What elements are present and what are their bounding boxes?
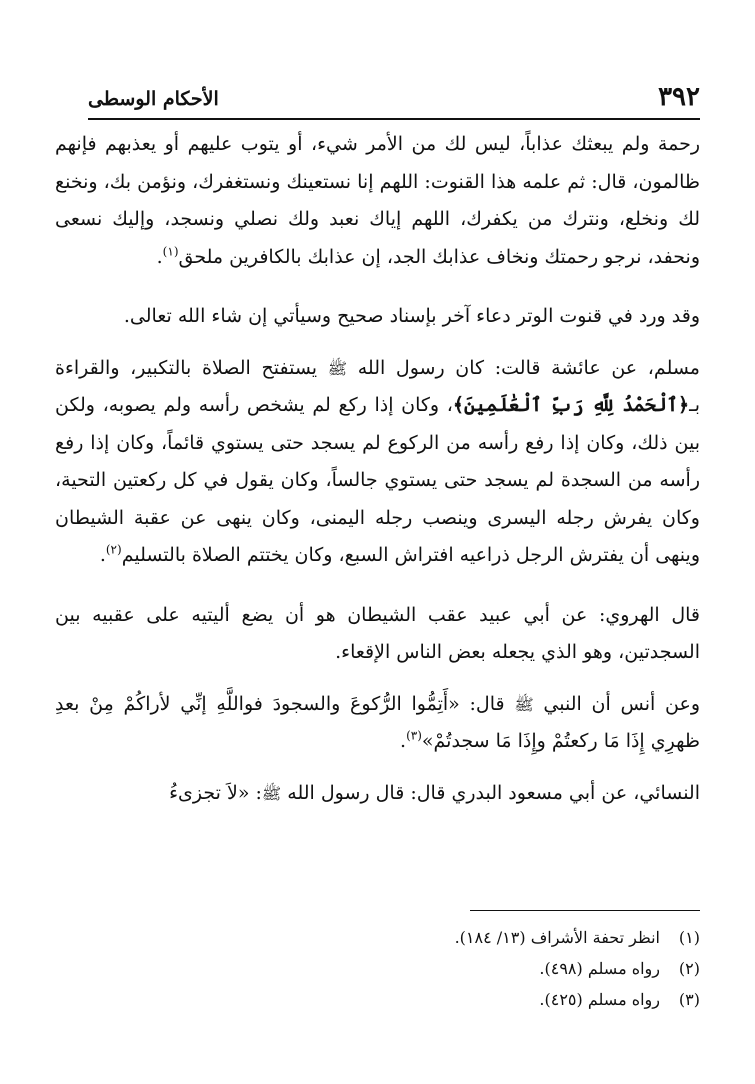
- paragraph-text: .: [400, 730, 407, 752]
- page-body: [55, 126, 700, 826]
- paragraph: [55, 126, 700, 276]
- paragraph-text: ، وكان إذا ركع لم يشخص رأسه ولم يصوبه، ولكن بين ذلك، وكان إذا رفع رأسه من الركوع لم يسجد حتى يستوي قائماً، وكان إذا رفع رأسه من السجدة لم يسجد حتى يستوي جالساً، وكان يقول في كل ركعتين التحية، وكان يفرش رجله اليسرى وينصب رجله اليمنى، وكان ينهى عن عقبة الشيطان وينهى أن يفترش الرجل ذراعيه افتراش السبع، وكان يختتم الصلاة بالتسليم: [55, 394, 700, 566]
- footnote-text: رواه مسلم (٤٩٨).: [539, 959, 660, 978]
- paragraph: [55, 350, 700, 575]
- footnote-reference: (١): [162, 244, 179, 259]
- footnote: [55, 984, 700, 1015]
- paragraph: [55, 775, 700, 813]
- footnote-text: رواه مسلم (٤٢٥).: [539, 990, 660, 1009]
- running-title: الأحكام الوسطى: [88, 88, 219, 110]
- footnote: [55, 953, 700, 984]
- paragraph: [55, 686, 700, 761]
- paragraph-text: .: [99, 544, 106, 566]
- paragraph-text: وقد ورد في قنوت الوتر دعاء آخر بإسناد صحيح وسيأتي إن شاء الله تعالى.: [123, 305, 700, 327]
- footnote-rule: [470, 910, 700, 911]
- footnotes: [55, 922, 700, 1015]
- footnote-number: (٢): [678, 959, 700, 978]
- salawat-glyph: ﷺ: [327, 358, 348, 378]
- paragraph-text: وعن أنس أن النبي: [533, 692, 700, 715]
- page-header: [88, 82, 700, 116]
- paragraph: [55, 298, 700, 336]
- header-rule: [88, 118, 700, 120]
- salawat-glyph: ﷺ: [261, 783, 282, 803]
- paragraph-text: يستفتح الصلاة بالتكبير، والقراءة بـ: [55, 356, 701, 416]
- paragraph-text: رحمة ولم يبعثك عذاباً، ليس لك من الأمر شيء، أو يتوب عليهم أو يعذبهم فإنهم ظالمون، قال: ثم علمه هذا القنوت: اللهم إنا نستعينك ونستغفرك، ونؤمن بك، ونخنع لك ونخلع، ونترك من يكفرك، اللهم إياك نعبد ولك نصلي ونسجد، وإليك نسعى ونحفد، نرجو رحمتك ونخاف عذابك الجد، إن عذابك بالكافرين ملحق: [55, 133, 700, 268]
- footnote-number: (١): [678, 928, 700, 947]
- quran-quote: ﴿ٱلْحَمْدُ لِلَّهِ رَبِّ ٱلْعَٰلَمِينَ﴾: [452, 394, 690, 416]
- footnote-reference: (٢): [105, 542, 122, 557]
- paragraph-text: قال: «أَتِمُّوا الرُّكوعَ والسجودَ فواللَّهِ إنِّي لأراكُمْ مِنْ بعدِ ظهرِي إِذَا مَا ركعتُمْ وإِذَا مَا سجدتُمْ»: [55, 692, 700, 752]
- footnote-text: انظر تحفة الأشراف (١٣/ ١٨٤).: [454, 928, 660, 947]
- salawat-glyph: ﷺ: [514, 694, 534, 714]
- page-number: ٣٩٢: [658, 82, 700, 112]
- footnote: [55, 922, 700, 953]
- paragraph: [55, 597, 700, 672]
- footnote-reference: (٣): [406, 728, 422, 743]
- paragraph-text: : «لاَ تجزىءُ: [169, 781, 262, 804]
- paragraph-text: قال الهروي: عن أبي عبيد عقب الشيطان هو أن يضع أليتيه على عقبيه بين السجدتين، وهو الذي يجعله بعض الناس الإقعاء.: [55, 603, 700, 663]
- footnote-number: (٣): [678, 990, 700, 1009]
- paragraph-text: مسلم، عن عائشة قالت: كان رسول الله: [347, 356, 700, 379]
- paragraph-text: .: [156, 245, 163, 268]
- paragraph-text: النسائي، عن أبي مسعود البدري قال: قال رسول الله: [281, 781, 700, 804]
